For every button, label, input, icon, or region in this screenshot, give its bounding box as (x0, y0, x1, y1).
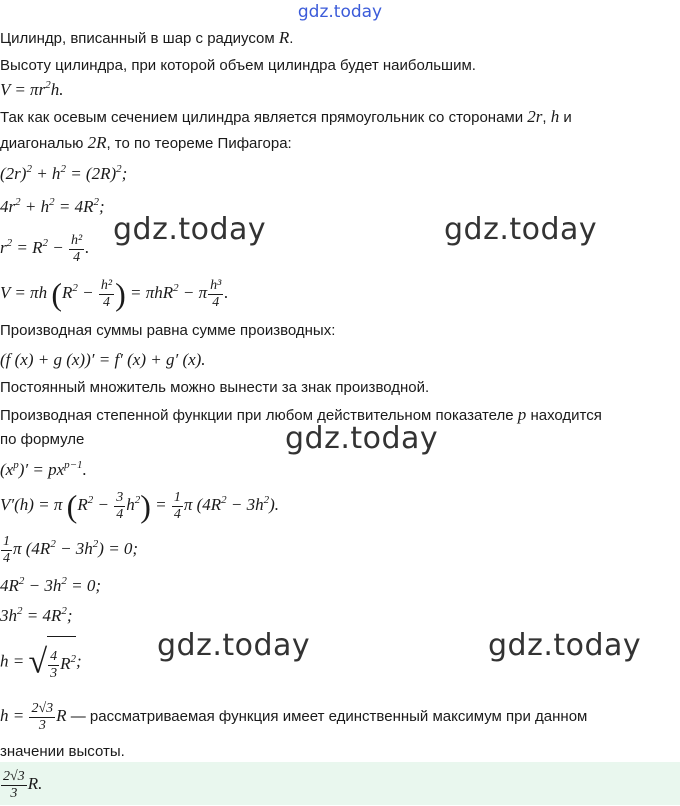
answer-box (0, 762, 680, 805)
watermark: gdz.today (113, 212, 267, 247)
formula-pythagoras: $(2r)^2 + h^2 = (2R)^2$; (0, 163, 128, 183)
fraction: $\frac{1}{4}$ (173, 489, 181, 522)
result-line: h = $\frac{2√3}{3}$ R — рассматриваемая функция имеет единственный максимум при данном (0, 700, 588, 733)
explanation-line: диагональю 2R, то по теореме Пифагора: (0, 133, 292, 152)
watermark: gdz.today (488, 628, 642, 663)
explanation-line: Производная суммы равна сумме производных: (0, 322, 336, 339)
formula-power-rule: $(x^p)' = px^{p-1}$. (0, 459, 87, 479)
answer-value: $\frac{2√3}{3}$ R. (3, 768, 43, 801)
fraction: $\frac{1}{4}$ (3, 533, 10, 566)
formula-equation: $\frac{1}{4}$ π $(4R^2 - 3h^2) = 0$; (3, 533, 139, 566)
fraction: $\frac{\text{h²}}{4}$ (100, 277, 113, 310)
explanation-line: Производная степенной функции при любом действительном показателе p находится (0, 405, 602, 424)
problem-statement: Цилиндр, вписанный в шар с радиусом R. (0, 28, 294, 47)
explanation-line: Так как осевым сечением цилиндра является прямоугольник со сторонами 2r, h и (0, 107, 572, 126)
result-line: значении высоты. (0, 743, 125, 760)
formula-line: $4r^2 + h^2 = 4R^2$; (0, 196, 105, 216)
fraction: $\frac{3}{4}$ (116, 489, 124, 522)
formula-sum-derivative: (f (x) + g (x))′ = f′ (x) + g′ (x). (0, 350, 206, 369)
formula-line: $r^2 = R^2$ − $\frac{\text{h²}}{4}$ . (0, 232, 90, 265)
task-text: Высоту цилиндра, при которой объем цилиндра будет наибольшим. (0, 57, 476, 74)
formula-derivative: V′(h) = π ($R^2$ − $\frac{3}{4}$ $h^2$) = $\frac{1}{4}$ π $(4R^2 - 3h^2)$. (0, 488, 280, 525)
formula-line: $4R^2 - 3h^2 = 0$; (0, 575, 102, 595)
formula-volume: $V = \pi r^2h$. (0, 79, 64, 99)
fraction: $\frac{2√3}{3}$ (31, 700, 54, 733)
formula-line: $3h^2 = 4R^2$; (0, 605, 73, 625)
fraction: $\frac{4}{3}$ (50, 648, 58, 681)
formula-root: h = √ $\frac{4}{3}$ $R^2$; (0, 636, 82, 689)
site-logo[interactable]: gdz.today (297, 2, 383, 22)
fraction: $\frac{\text{h³}}{4}$ (210, 277, 222, 310)
watermark: gdz.today (285, 421, 439, 456)
fraction: $\frac{2√3}{3}$ (3, 768, 25, 801)
fraction: $\frac{\text{h²}}{4}$ (70, 232, 83, 265)
explanation-line: по формуле (0, 431, 85, 448)
square-root: √ $\frac{4}{3}$ $R^2$ (28, 636, 76, 689)
watermark: gdz.today (157, 628, 311, 663)
formula-volume-h: V = πh ($R^2$ − $\frac{\text{h²}}{4}$ ) = πhR$^2$ − π $\frac{\text{h³}}{4}$ . (0, 276, 229, 313)
watermark: gdz.today (444, 212, 598, 247)
explanation-line: Постоянный множитель можно вынести за знак производной. (0, 379, 430, 396)
